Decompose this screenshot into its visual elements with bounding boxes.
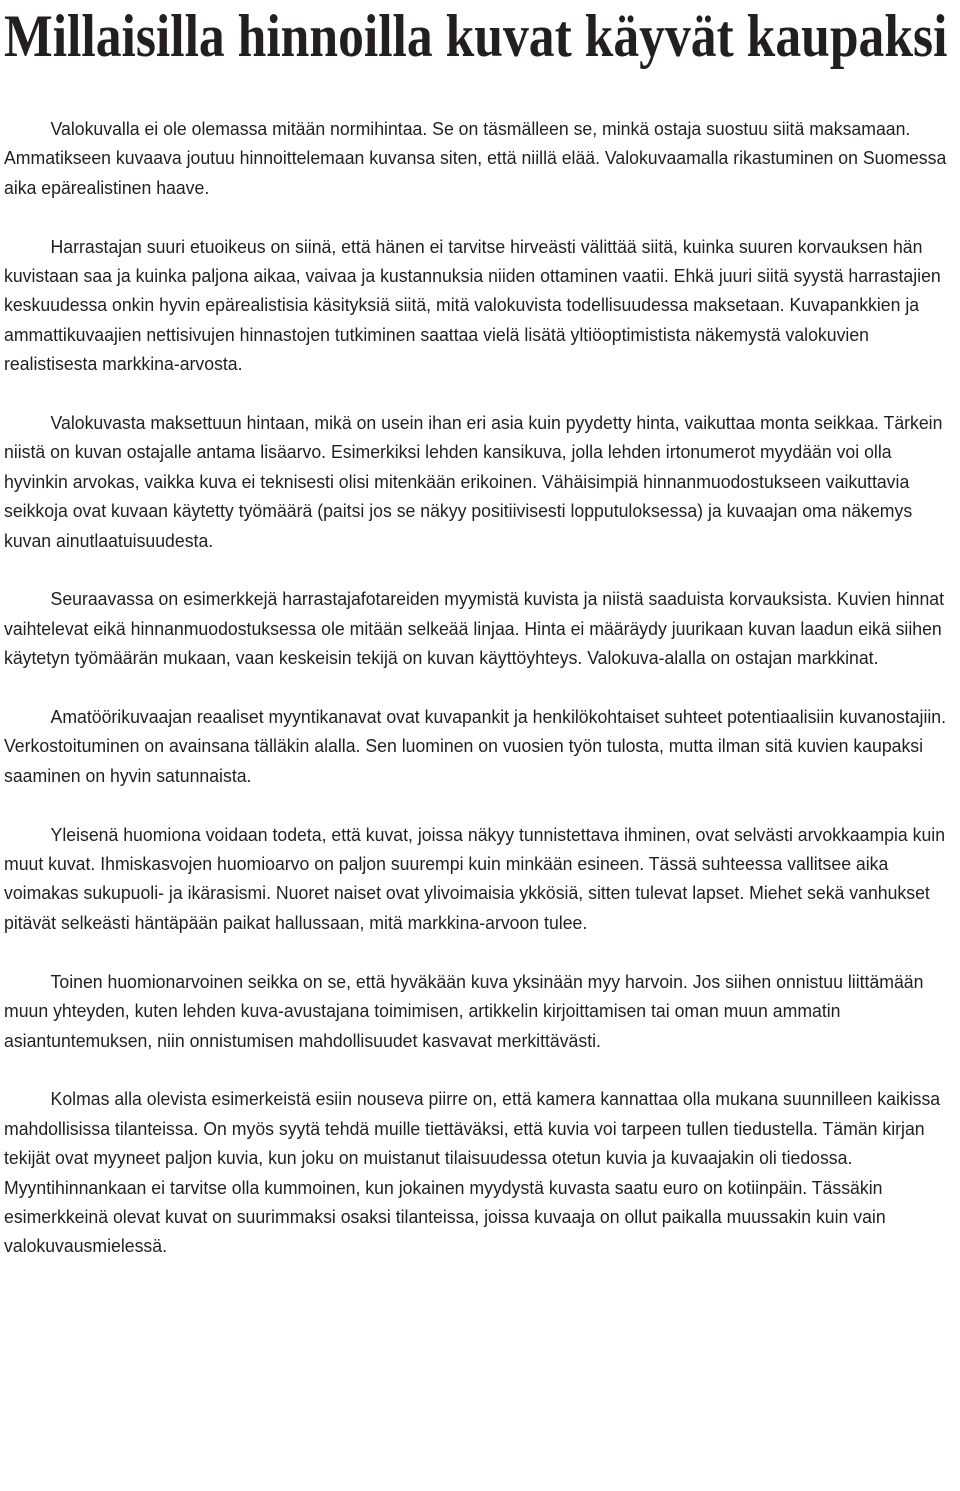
body-paragraph: Yleisenä huomiona voidaan todeta, että kuvat, joissa näkyy tunnistettava ihminen, ovat selvästi arvokkaampia kuin muut kuvat. Ihmiskasvojen huomioarvo on paljon suurempi kuin minkään esineen. Tässä suhteessa vallitsee aika voimakas sukupuoli- ja ikärasismi. Nuoret naiset ovat ylivoimaisia ykkösiä, sitten tulevat lapset. Miehet sekä vanhukset pitävät selkeästi häntäpään paikat hallussaan, mitä markkina-arvoon tulee. — [4, 823, 946, 933]
body-paragraph: Kolmas alla olevista esimerkeistä esiin nouseva piirre on, että kamera kannattaa olla mukana suunnilleen kaikissa mahdollisissa tilanteissa. On myös syytä tehdä muille tiettäväksi, että kuvia voi tarpeen tullen tiedustella. Tämän kirjan tekijät ovat myyneet paljon kuvia, kun joku on muistanut tilaisuudessa otetun kuvia ja kuvaajakin oli tiedossa. Myyntihinnankaan ei tarvitse olla kummoinen, kun jokainen myydystä kuvasta saatu euro on kotiinpäin. Tässäkin esimerkkeinä olevat kuvat on suurimmaksi osaksi tilanteissa, joissa kuvaaja on ollut paikalla muussakin kuin vain valokuvausmielessä. — [4, 1088, 941, 1257]
body-paragraph: Valokuvalla ei ole olemassa mitään normihintaa. Se on täsmälleen se, minkä ostaja suostuu siitä maksamaan. Ammatikseen kuvaava joutuu hinnoittelemaan kuvansa siten, että niillä elää. Valokuvaamalla rikastuminen on Suomessa aika epärealistinen haave. — [4, 118, 947, 198]
article-title: Millaisilla hinnoilla kuvat käyvät kaupaksi — [4, 3, 948, 69]
body-paragraph: Amatöörikuvaajan reaaliset myyntikanavat ovat kuvapankit ja henkilökohtaiset suhteet potentiaalisiin kuvanostajiin. Verkostoituminen on avainsana tälläkin alalla. Sen luominen on vuosien työn tulosta, mutta ilman sitä kuvien kaupaksi saaminen on hyvin satunnaista. — [4, 706, 947, 786]
body-paragraph: Seuraavassa on esimerkkejä harrastajafotareiden myymistä kuvista ja niistä saaduista korvauksista. Kuvien hinnat vaihtelevat eikä hinnanmuodostuksessa ole mitään selkeää linjaa. Hinta ei määräydy juurikaan kuvan laadun eikä siihen käytetyn työmäärän mukaan, vaan keskeisin tekijä on kuvan käyttöyhteys. Valokuva-alalla on ostajan markkinat. — [4, 588, 945, 669]
article-body — [4, 114, 957, 1261]
body-paragraph: Toinen huomionarvoinen seikka on se, että hyväkään kuva yksinään myy harvoin. Jos siihen onnistuu liittämään muun yhteyden, kuten lehden kuva-avustajana toimimisen, artikkelin kirjoittamisen tai oman muun ammatin asiantuntemuksen, niin onnistumisen mahdollisuudet kasvavat merkittävästi. — [4, 970, 924, 1051]
body-paragraph: Harrastajan suuri etuoikeus on siinä, että hänen ei tarvitse hirveästi välittää siitä, kuinka suuren korvauksen hän kuvistaan saa ja kuinka paljona aikaa, vaivaa ja kustannuksia niiden ottaminen vaatii. Ehkä juuri siitä syystä harrastajien keskuudessa onkin hyvin epärealistisia käsityksiä siitä, mitä valokuvista todellisuudessa maksetaan. Kuvapankkien ja ammattikuvaajien nettisivujen hinnastojen tutkiminen saattaa vielä lisätä yltiöoptimistista näkemystä valokuvien realistisesta markkina-arvosta. — [4, 235, 941, 375]
body-paragraph: Valokuvasta maksettuun hintaan, mikä on usein ihan eri asia kuin pyydetty hinta, vaikuttaa monta seikkaa. Tärkein niistä on kuvan ostajalle antama lisäarvo. Esimerkiksi lehden kansikuva, jolla lehden irtonumerot myydään voi olla hyvinkin arvokas, vaikka kuva ei teknisesti olisi mitenkään erikoinen. Vähäisimpiä hinnanmuodostukseen vaikuttavia seikkoja ovat kuvaan käytetty työmäärä (paitsi jos se näkyy positiivisesti lopputuloksessa) ja kuvaajan oma näkemys kuvan ainutlaatuisuudesta. — [4, 412, 943, 551]
